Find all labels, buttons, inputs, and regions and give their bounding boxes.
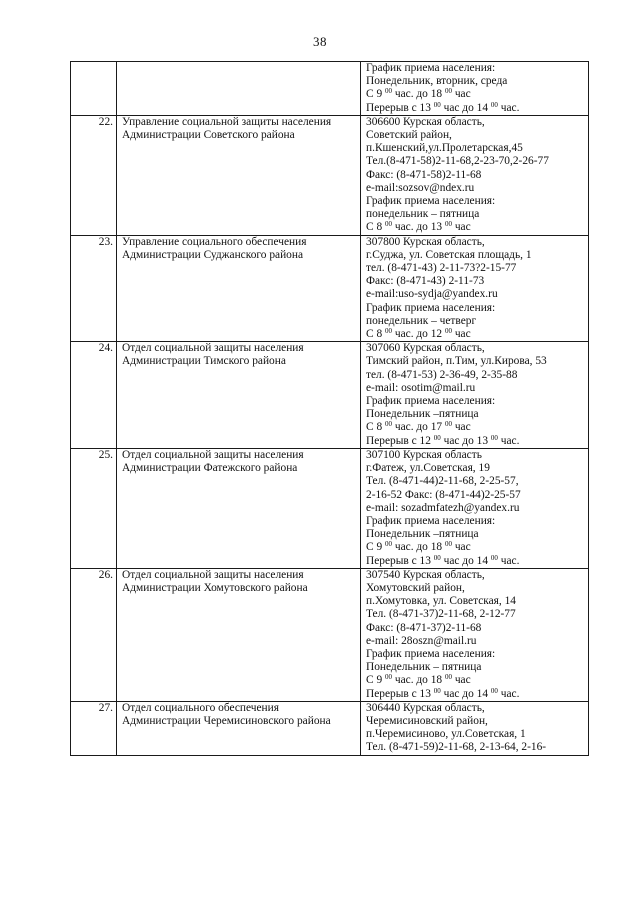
contact-line: Факс: (8-471-37)2-11-68 [366, 621, 482, 634]
contact-line: 306600 Курская область, [366, 115, 485, 128]
contact-line: Перерыв с 12 $^{00}$ час до 13 $^{00}$ час. [366, 433, 520, 447]
contact-line: Тимский район, п.Тим, ул.Кирова, 53 [366, 355, 547, 368]
contact-line: Понедельник –пятница [366, 408, 479, 421]
table-row [71, 568, 589, 701]
contact-line: Тел. (8-471-37)2-11-68, 2-12-77 [366, 608, 516, 621]
contact-info [361, 448, 589, 568]
contact-line: С 9 $^{00}$ час. до 18 $^{00}$ час [366, 673, 471, 687]
contact-line: г.Суджа, ул. Советская площадь, 1 [366, 248, 532, 261]
row-number: 22. [71, 115, 117, 235]
agency-name: Управление социальной защиты населения Администрации Советского района [117, 115, 361, 235]
contact-line: Понедельник – пятница [366, 661, 482, 674]
contact-info [361, 62, 589, 116]
agency-name: Управление социального обеспечения Администрации Суджанского района [117, 235, 361, 342]
agency-name: Отдел социального обеспечения Администрации Черемисиновского района [117, 701, 361, 755]
contact-line: e-mail:uso-sydja@yandex.ru [366, 288, 498, 301]
contact-line: 307060 Курская область, [366, 342, 485, 355]
page-number: 38 [313, 34, 327, 49]
contact-info [361, 701, 589, 755]
contact-line: График приема населения: [366, 514, 496, 527]
contact-line: С 8 $^{00}$ час. до 13 $^{00}$ час [366, 220, 471, 234]
contact-line: понедельник – четверг [366, 314, 477, 327]
contact-line: тел. (8-471-43) 2-11-73?2-15-77 [366, 262, 517, 275]
contact-line: График приема населения: [366, 395, 496, 408]
contact-line: п.Хомутовка, ул. Советская, 14 [366, 595, 516, 608]
contact-line: e-mail: osotim@mail.ru [366, 381, 476, 394]
table-row [71, 115, 589, 235]
agency-name: Отдел социальной защиты населения Администрации Тимского района [117, 342, 361, 449]
contact-line: Понедельник –пятница [366, 528, 479, 541]
contact-line: e-mail: 28oszn@mail.ru [366, 634, 477, 647]
contact-info [361, 115, 589, 235]
contact-line: График приема населения: [366, 301, 496, 314]
contact-line: С 8 $^{00}$ час. до 17 $^{00}$ час [366, 420, 471, 434]
contact-line: понедельник – пятница [366, 208, 480, 221]
contact-line: 307800 Курская область, [366, 235, 485, 248]
contact-line: Черемисиновский район, [366, 714, 488, 727]
contact-line: С 8 $^{00}$ час. до 12 $^{00}$ час [366, 327, 471, 341]
contact-line: e-mail:sozsov@ndex.ru [366, 181, 475, 194]
row-number: 25. [71, 448, 117, 568]
contact-line: Факс: (8-471-58)2-11-68 [366, 168, 482, 181]
contact-line: г.Фатеж, ул.Советская, 19 [366, 462, 490, 475]
contact-line: 307540 Курская область, [366, 568, 485, 581]
contact-line: Перерыв с 13 $^{00}$ час до 14 $^{00}$ час. [366, 100, 520, 114]
contact-info [361, 235, 589, 342]
contact-line: тел. (8-471-53) 2-36-49, 2-35-88 [366, 368, 518, 381]
contact-line: п.Кшенский,ул.Пролетарская,45 [366, 142, 523, 155]
contact-line: 306440 Курская область, [366, 701, 485, 714]
contact-line: С 9 $^{00}$ час. до 18 $^{00}$ час [366, 540, 471, 554]
contact-line: Факс: (8-471-43) 2-11-73 [366, 275, 485, 288]
contact-info [361, 342, 589, 449]
row-number: 24. [71, 342, 117, 449]
contact-line: п.Черемисиново, ул.Советская, 1 [366, 728, 526, 741]
contact-line: График приема населения: [366, 195, 496, 208]
agency-name: Отдел социальной защиты населения Администрации Хомутовского района [117, 568, 361, 701]
contact-line: График приема населения: [366, 647, 496, 660]
contact-line: График приема населения: [366, 62, 496, 74]
contact-line: 307100 Курская область [366, 448, 482, 461]
contact-line: Перерыв с 13 $^{00}$ час до 14 $^{00}$ час. [366, 553, 520, 567]
contact-line: 2-16-52 Факс: (8-471-44)2-25-57 [366, 488, 521, 501]
contact-line: Перерыв с 13 $^{00}$ час до 14 $^{00}$ час. [366, 686, 520, 700]
contact-line: Тел. (8-471-59)2-11-68, 2-13-64, 2-16- [366, 741, 547, 754]
table-row [71, 701, 589, 755]
table-row [71, 448, 589, 568]
row-number [71, 62, 117, 116]
table-row [71, 342, 589, 449]
table-row [71, 62, 589, 116]
agency-name [117, 62, 361, 116]
row-number: 27. [71, 701, 117, 755]
agency-name: Отдел социальной защиты населения Администрации Фатежского района [117, 448, 361, 568]
contact-line: Советский район, [366, 129, 452, 142]
contact-line: С 9 $^{00}$ час. до 18 $^{00}$ час [366, 87, 471, 101]
contact-line: Хомутовский район, [366, 581, 465, 594]
agencies-table [70, 61, 589, 756]
contact-line: e-mail: sozadmfatezh@yandex.ru [366, 501, 520, 514]
row-number: 23. [71, 235, 117, 342]
row-number: 26. [71, 568, 117, 701]
contact-line: Понедельник, вторник, среда [366, 75, 508, 88]
table-row [71, 235, 589, 342]
contact-info [361, 568, 589, 701]
contact-line: Тел. (8-471-44)2-11-68, 2-25-57, [366, 475, 519, 488]
table-body [71, 62, 589, 756]
contact-line: Тел.(8-471-58)2-11-68,2-23-70,2-26-77 [366, 155, 549, 168]
